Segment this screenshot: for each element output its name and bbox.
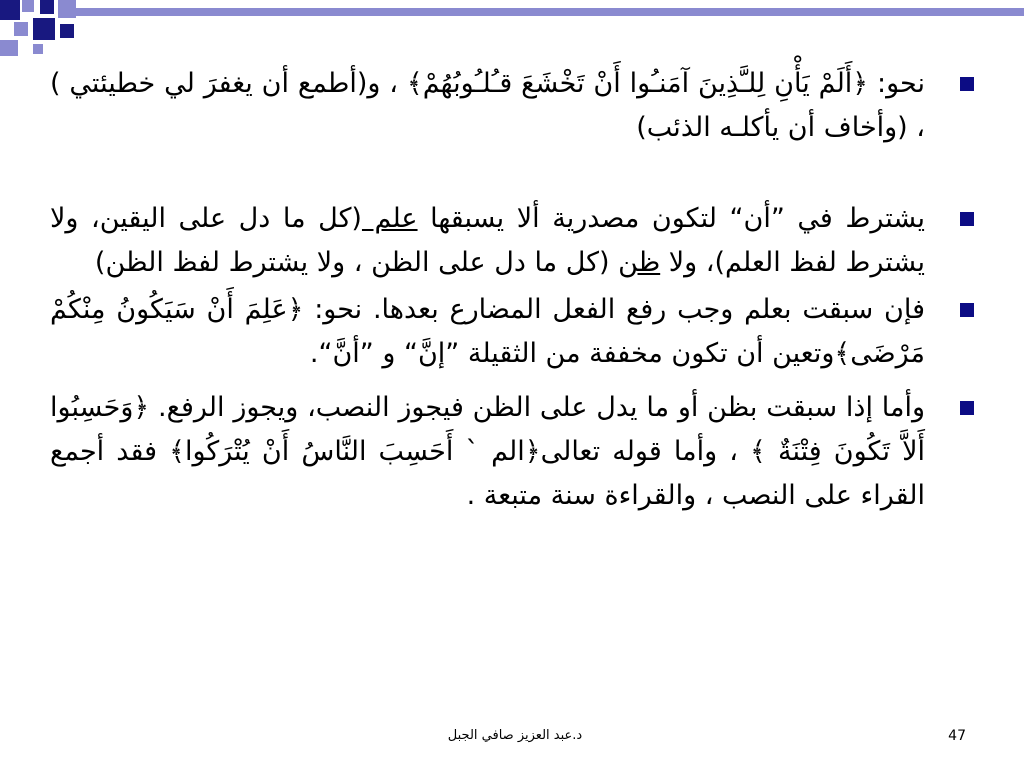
bullet-text: فإن سبقت بعلم وجب رفع الفعل المضارع بعدها. نحو: ﴿عَلِمَ أَنْ سَيَكُونُ مِنْكُمْ مَرْضَى﴾وتعين أن تكون مخففة من الثقيلة ”إنَّ“ و ”أنَّ“. [50,294,925,369]
decor-square [33,44,43,54]
decor-square [33,18,55,40]
square-bullet-icon [960,401,974,415]
decor-square [22,0,34,12]
underlined-term-ilm: علم [361,203,418,234]
square-bullet-icon [960,77,974,91]
bullet-text: نحو: ﴿أَلَمْ يَأْنِ لِلـَّذِينَ آمَنـُوا أَنْ تَخْشَعَ قـُلـُوبُهُمْ﴾ ، و(أطمع أن يغفرَ لي خطيئتي ) ، (وأخاف أن يأكلـه الذئب) [50,68,925,143]
decorative-squares [0,0,1024,60]
bullet-item [50,197,985,285]
bullet-item [50,288,985,376]
footer-author: د.عبد العزيز صافي الجبل [447,728,583,743]
square-bullet-icon [960,303,974,317]
square-bullet-icon [960,212,974,226]
decor-square [58,0,76,18]
page-number: 47 [948,728,966,744]
bullet-text: وأما إذا سبقت بظن أو ما يدل على الظن فيجوز النصب، ويجوز الرفع. ﴿وَحَسِبُوا أَلاَّ تَكُونَ فِتْنَةٌ ﴾ ، وأما قوله تعالى﴿الم ` أَحَسِبَ النَّاسُ أَنْ يُتْرَكُوا﴾ فقد أجمع القراء على النصب ، والقراءة سنة متبعة . [50,392,925,511]
decor-square [60,24,74,38]
decor-square [0,0,20,20]
bullet-item [50,386,985,518]
bullet-item [50,62,985,150]
decor-square [0,40,18,56]
bullet-text: (كل ما دل على اليقين، ولا يشترط لفظ العلم)، ولا [50,203,925,278]
decor-square [14,22,28,36]
decor-square [40,0,54,14]
bullet-text: (كل ما دل على الظن ، ولا يشترط لفظ الظن) [94,247,619,278]
underlined-term-zann: ظن [618,247,661,278]
bullet-text: يشترط في ”أن“ لتكون مصدرية ألا يسبقها [417,203,925,234]
title-divider-bar [76,8,1024,16]
slide-content [50,62,985,518]
